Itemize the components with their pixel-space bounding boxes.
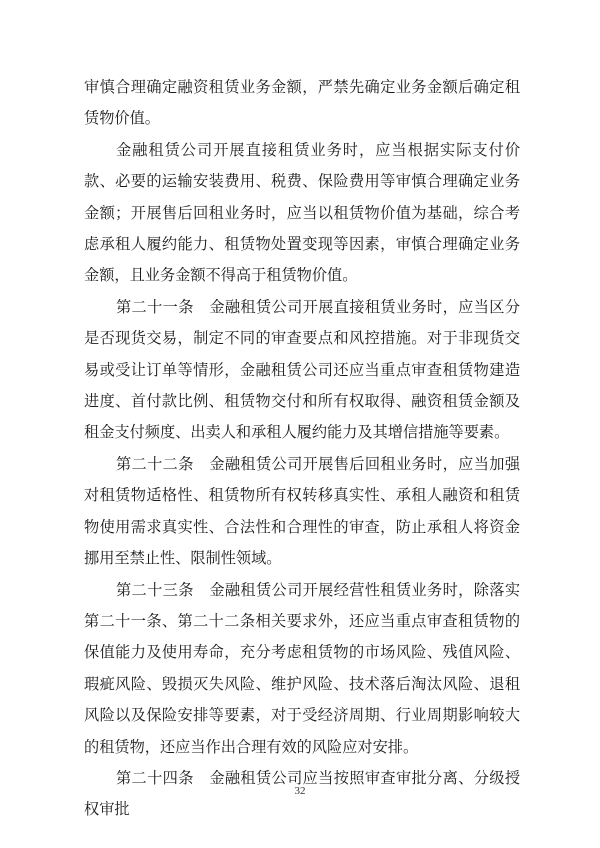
paragraph-article-24: 第二十四条 金融租赁公司应当按照审查审批分离、分级授权审批 <box>84 768 520 819</box>
paragraph-article-21: 第二十一条 金融租赁公司开展直接租赁业务时，应当区分是否现货交易，制定不同的审查要点和风控措施。对于非现货交易或受让订单等情形，金融租赁公司还应当重点审查租赁物建造进度、首付款比例、租赁物交付和所有权取得、融资租赁金额及租金支付频度、出卖人和承租人履约能力及其增信措施等要素。 <box>84 297 520 442</box>
paragraph-article-23: 第二十三条 金融租赁公司开展经营性租赁业务时，除落实第二十一条、第二十二条相关要求外，还应当重点审查租赁物的保值能力及使用寿命，充分考虑租赁物的市场风险、残值风险、瑕疵风险、毁损灭失风险、维护风险、技术落后淘汰风险、退租风险以及保险安排等要素，对于受经济周期、行业周期影响较大的租赁物，还应当作出合理有效的风险应对安排。 <box>84 580 520 756</box>
paragraph-direct-and-leaseback-amount: 金融租赁公司开展直接租赁业务时，应当根据实际支付价款、必要的运输安装费用、税费、保险费用等审慎合理确定业务金额；开展售后回租业务时，应当以租赁物价值为基础，综合考虑承租人履约能力、租赁物处置变现等因素，审慎合理确定业务金额，且业务金额不得高于租赁物价值。 <box>84 140 520 285</box>
page-number: 32 <box>294 785 306 797</box>
paragraph-continuation: 审慎合理确定融资租赁业务金额，严禁先确定业务金额后确定租赁物价值。 <box>84 78 520 128</box>
body-text <box>84 72 520 826</box>
paragraph-article-22: 第二十二条 金融租赁公司开展售后回租业务时，应当加强对租赁物适格性、租赁物所有权转移真实性、承租人融资和租赁物使用需求真实性、合法性和合理性的审查，防止承租人将资金挪用至禁止性、限制性领域。 <box>84 454 520 568</box>
